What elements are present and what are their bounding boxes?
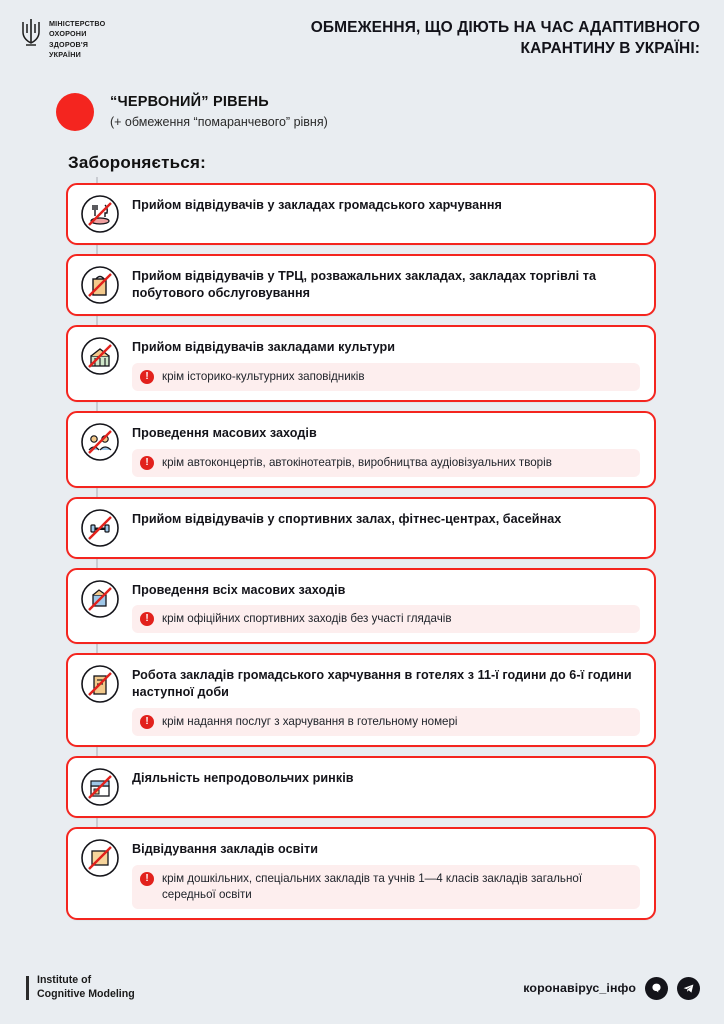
social-links	[523, 977, 700, 1000]
list-item-title: Діяльність непродовольчих ринків	[132, 770, 354, 785]
list-item	[66, 827, 656, 920]
list-item-title: Прийом відвідувачів закладами культури	[132, 340, 396, 355]
list-item	[66, 411, 656, 488]
social-label: коронавірус_інфо	[523, 981, 636, 995]
exclamation-icon: !	[140, 456, 154, 470]
no-hotel-catering-icon	[80, 664, 120, 704]
level-title: “ЧЕРВОНИЙ” РІВЕНЬ	[110, 93, 269, 110]
exception-text: крім історико-культурних заповідників	[162, 369, 365, 383]
list-item-title: Відвідування закладів освіти	[132, 841, 318, 856]
section-heading: Забороняється:	[68, 153, 206, 173]
ministry-logo-text	[49, 18, 105, 61]
exception-text: крім надання послуг з харчування в готельному номері	[162, 714, 458, 728]
institute-line-1: Institute of	[37, 974, 92, 987]
exception-text: крім офіційних спортивних заходів без участі глядачів	[162, 612, 452, 626]
no-market-icon	[80, 767, 120, 807]
list-item-exception	[132, 708, 640, 736]
logo-line-3: ЗДОРОВ'Я	[49, 39, 89, 49]
page-title: ОБМЕЖЕННЯ, ЩО ДІЮТЬ НА ЧАС АДАПТИВНОГО КАРАНТИНУ В УКРАЇНІ:	[310, 19, 700, 57]
level-note: (+ обмеження “помаранчевого” рівня)	[110, 115, 328, 130]
list-item-exception	[132, 605, 640, 633]
trident-emblem-icon	[20, 18, 42, 48]
ministry-logo	[20, 18, 105, 61]
institute-line-2: Cognitive Modeling	[37, 988, 135, 1000]
list-item-title: Прийом відвідувачів у спортивних залах, фітнес-центрах, басейнах	[132, 511, 562, 526]
exclamation-icon: !	[140, 370, 154, 384]
no-dining-icon	[80, 194, 120, 234]
restrictions-list	[66, 183, 656, 919]
no-mass-gathering-icon	[80, 422, 120, 462]
logo-line-1: МІНІСТЕРСТВО	[49, 19, 106, 28]
alert-level-badge	[56, 93, 724, 131]
list-item-title: Прийом відвідувачів у закладах громадського харчування	[132, 198, 502, 213]
list-item-title: Проведення всіх масових заходів	[132, 582, 346, 597]
exception-text: крім автоконцертів, автокінотеатрів, виробництва аудіовізуальних творів	[162, 455, 552, 469]
list-item	[66, 183, 656, 245]
list-item-title: Робота закладів громадського харчування в готелях з 11-ї години до 6-ї години наступної доби	[132, 668, 632, 700]
list-item-title: Прийом відвідувачів у ТРЦ, розважальних закладах, закладах торгівлі та побутового обслуговування	[132, 269, 597, 300]
page-footer	[0, 952, 724, 1024]
institute-logo	[26, 974, 135, 1002]
logo-line-4: УКРАЇНИ	[49, 50, 81, 60]
telegram-icon[interactable]	[677, 977, 700, 1000]
logo-line-2: ОХОРОНИ	[49, 29, 87, 39]
list-item	[66, 254, 656, 316]
list-item	[66, 497, 656, 559]
red-level-dot-icon	[56, 93, 94, 131]
exception-text: крім дошкільних, спеціальних закладів та учнів 1—4 класів закладів загальної середньої освіти	[162, 871, 583, 901]
no-education-icon	[80, 838, 120, 878]
exclamation-icon: !	[140, 612, 154, 626]
list-item	[66, 325, 656, 402]
no-culture-icon	[80, 336, 120, 376]
viber-icon[interactable]	[645, 977, 668, 1000]
list-item-exception	[132, 865, 640, 909]
page-header	[0, 0, 724, 61]
list-item	[66, 653, 656, 746]
list-item	[66, 756, 656, 818]
institute-logo-bar	[26, 976, 29, 1000]
no-shopping-mall-icon	[80, 265, 120, 305]
list-item-title: Проведення масових заходів	[132, 425, 317, 440]
list-item-exception	[132, 449, 640, 477]
list-item	[66, 568, 656, 645]
exclamation-icon: !	[140, 872, 154, 886]
exclamation-icon: !	[140, 715, 154, 729]
list-item-exception	[132, 363, 640, 391]
no-events-icon	[80, 579, 120, 619]
no-gym-icon	[80, 508, 120, 548]
